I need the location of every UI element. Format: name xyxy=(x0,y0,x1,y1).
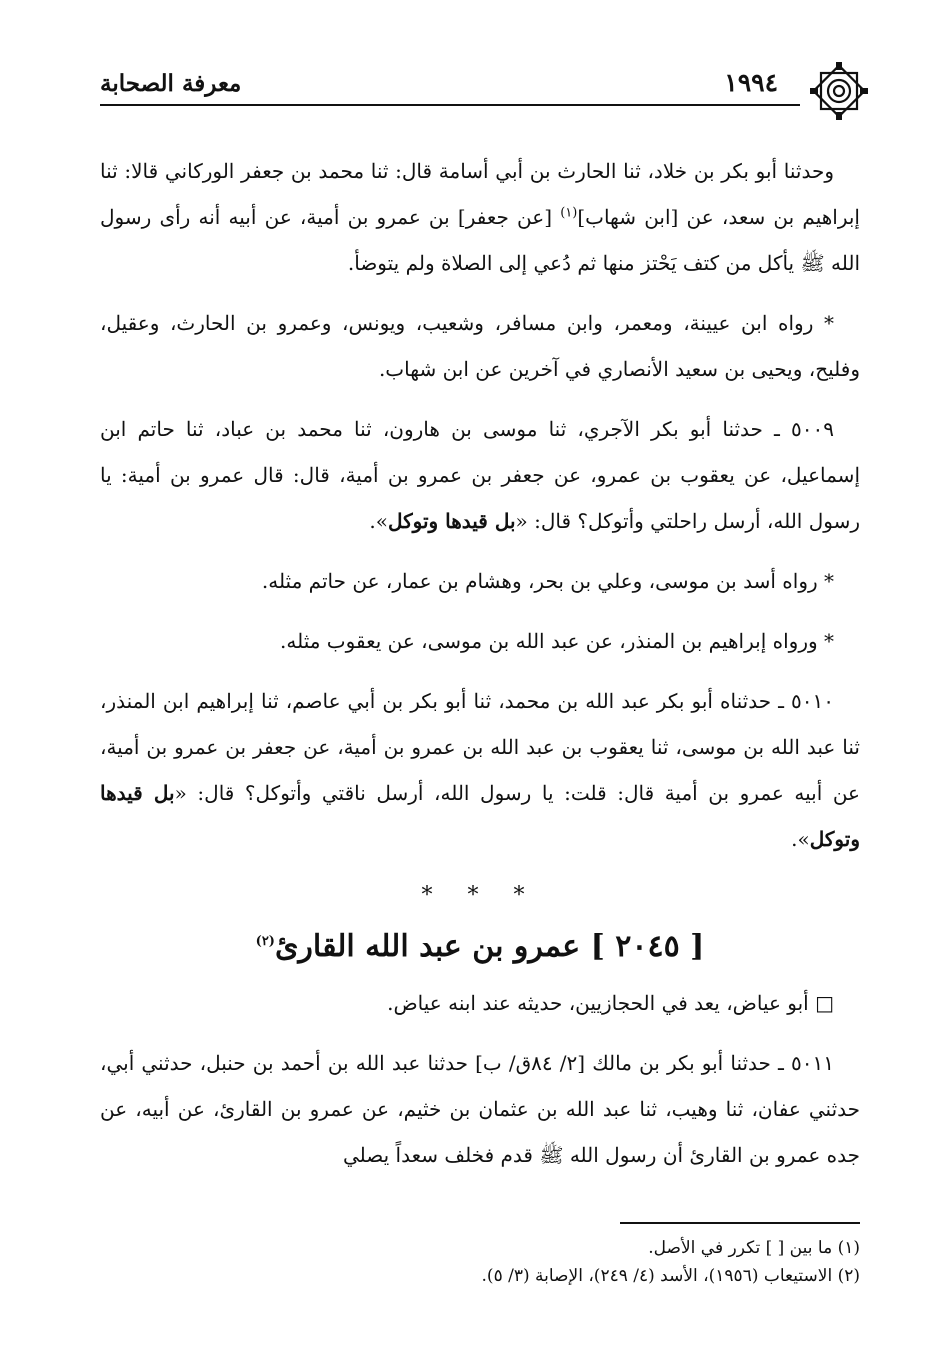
paragraph-1 xyxy=(100,148,860,286)
hadith-5009-end: ». xyxy=(369,509,388,533)
paragraph-5: * ورواه إبراهيم بن المنذر، عن عبد الله بن موسى، عن يعقوب مثله. xyxy=(280,629,834,653)
header-rule xyxy=(100,104,800,106)
hadith-5010-quote: بل قيدها وتوكل xyxy=(100,781,860,851)
hadith-5011: ٥٠١١ ـ حدثنا أبو بكر بن مالك [٢/ ٨٤ق/ ب] حدثنا عبد الله بن أحمد بن حنبل، حدثني أبي، حدثني عفان، ثنا وهيب، ثنا عبد الله بن عثمان بن خثيم، عن عمرو بن القارئ، عن أبيه، عن جده عمرو بن القارئ أن رسول الله ﷺ قدم فخلف سعداً يصلي xyxy=(100,1051,860,1167)
footnotes xyxy=(100,1222,860,1290)
page-header xyxy=(100,60,870,110)
section-separator: * * * xyxy=(421,883,539,908)
main-text xyxy=(100,148,860,1192)
paragraph-1-text-continued: [عن جعفر] بن عمرو بن أمية، عن أبيه أنه رأى رسول الله ﷺ يأكل من كتف يَحْتز منها ثم دُعي إلى الصلاة ولم يتوضأ. xyxy=(100,205,860,275)
section-heading xyxy=(100,920,860,974)
footnote-ref-1[interactable]: (١) xyxy=(560,205,578,221)
paragraph-7: □ أبو عياض، يعد في الحجازيين، حديثه عند ابنه عياض. xyxy=(387,991,834,1015)
footnote-2: (٢) الاستيعاب (١٩٥٦)، الأسد (٤/ ٢٤٩)، الإصابة (٣/ ٥). xyxy=(481,1266,860,1286)
section-heading-text: [ ٢٠٤٥ ] عمرو بن عبد الله القارئ xyxy=(274,929,705,964)
page-number: ١٩٩٤ xyxy=(724,68,778,97)
footnote-ref-2[interactable]: (٢) xyxy=(255,934,275,949)
hadith-5010-end: ». xyxy=(791,827,810,851)
paragraph-1-text: وحدثنا أبو بكر بن خلاد، ثنا الحارث بن أبي أسامة قال: ثنا محمد بن جعفر الوركاني قالا: ثنا إبراهيم بن سعد، عن [ابن شهاب] xyxy=(100,159,860,229)
hadith-5009 xyxy=(100,406,860,544)
paragraph-2: * رواه ابن عيينة، ومعمر، وابن مسافر، وشعيب، ويونس، وعمرو بن الحارث، وعقيل، وفليح، ويحيى بن سعيد الأنصاري في آخرين عن ابن شهاب. xyxy=(100,311,860,381)
hadith-5009-quote: بل قيدها وتوكل xyxy=(387,509,516,533)
hadith-5009-text: ٥٠٠٩ ـ حدثنا أبو بكر الآجري، ثنا موسى بن هارون، ثنا محمد بن عباد، ثنا حاتم ابن إسماعيل، عن يعقوب بن عمرو، عن جعفر بن عمرو بن أمية، قال: قال عمرو بن أمية: يا رسول الله، أرسل راحلتي وأتوكل؟ قال: « xyxy=(100,417,860,533)
paragraph-4: * رواه أسد بن موسى، وعلي بن بحر، وهشام بن عمار، عن حاتم مثله. xyxy=(261,569,834,593)
hadith-5010-text: ٥٠١٠ ـ حدثناه أبو بكر عبد الله بن محمد، ثنا أبو بكر بن أبي عاصم، ثنا إبراهيم ابن المنذر، ثنا عبد الله بن موسى، ثنا يعقوب بن عبد الله بن عمرو بن أمية، عن جعفر بن عمرو بن أمية، عن أبيه عمرو بن أمية قال: قلت: يا رسول الله، أرسل ناقتي وأتوكل؟ قال: « xyxy=(100,689,860,805)
ornament-icon xyxy=(808,60,870,122)
footnote-1: (١) ما بين [ ] تكرر في الأصل. xyxy=(648,1238,860,1258)
book-title: معرفة الصحابة xyxy=(100,70,242,97)
footnote-rule xyxy=(620,1222,860,1224)
hadith-5010 xyxy=(100,678,860,862)
